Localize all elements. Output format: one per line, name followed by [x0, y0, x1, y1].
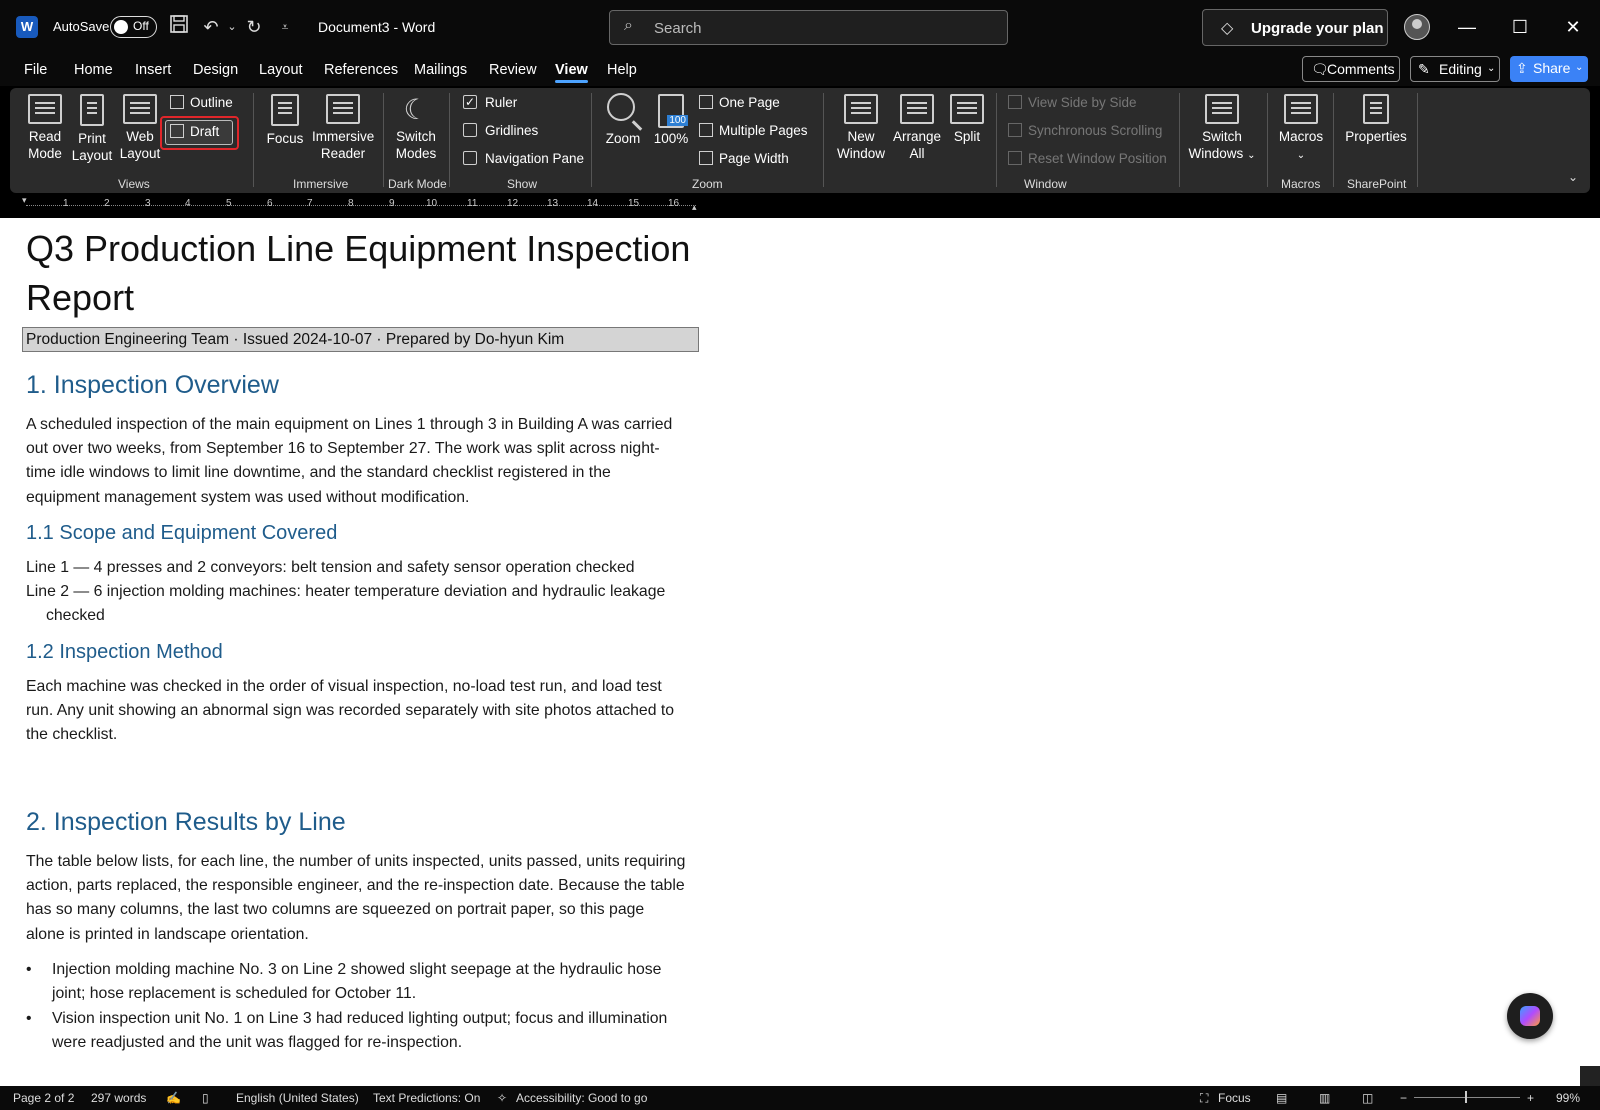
- focus-icon: [271, 94, 299, 126]
- ruler-number: 1: [63, 198, 69, 209]
- draft-label: Draft: [190, 124, 220, 139]
- immersive-group-label: Immersive: [293, 177, 349, 191]
- macros-label: Macros: [1278, 129, 1324, 144]
- focus-mode-label[interactable]: Focus: [1218, 1091, 1251, 1105]
- ruler-number: 14: [587, 198, 599, 209]
- sync-scroll-icon: [1008, 123, 1022, 137]
- book-icon[interactable]: ▯: [202, 1091, 209, 1105]
- scope-line-1: Line 1 — 4 presses and 2 conveyors: belt tension and safety sensor operation checked: [26, 559, 635, 576]
- separator: [1417, 93, 1418, 187]
- method-paragraph: Each machine was checked in the order of visual inspection, no-load test run, and load test run. Any unit showing an abnormal sign was recorded separately with site photos attached to the checklist.: [26, 678, 675, 744]
- arrange-all-label-1: Arrange: [892, 129, 942, 144]
- tab-view[interactable]: View: [555, 62, 588, 78]
- ruler-number: 3: [145, 198, 151, 209]
- editing-label: Editing: [1439, 61, 1482, 77]
- view-side-by-side-button[interactable]: [1008, 92, 1137, 114]
- list-item: • Vision inspection unit No. 1 on Line 3 had reduced lighting output; focus and illumination were readjusted and the unit was flagged for re-inspection.: [26, 1007, 686, 1055]
- separator: [253, 93, 254, 187]
- search-box[interactable]: [609, 10, 1008, 45]
- checkbox-unchecked: [463, 123, 477, 137]
- save-icon[interactable]: [167, 14, 191, 40]
- read-mode-label-1: Read: [28, 129, 62, 144]
- undo-icon[interactable]: ↶: [203, 17, 219, 37]
- checkbox-unchecked: [463, 151, 477, 165]
- language-status[interactable]: English (United States): [236, 1091, 359, 1105]
- ruler-checkbox[interactable]: [463, 93, 517, 113]
- chevron-down-icon: ⌄: [1487, 63, 1496, 74]
- gridlines-label: Gridlines: [485, 123, 539, 138]
- web-layout-icon[interactable]: ◫: [1362, 1091, 1374, 1105]
- new-window-label-2: Window: [836, 146, 885, 161]
- tab-help[interactable]: Help: [607, 62, 637, 78]
- multiple-pages-button[interactable]: [699, 120, 808, 142]
- ruler-number: 11: [467, 198, 478, 209]
- zoom-in-icon[interactable]: +: [1527, 1091, 1535, 1105]
- tab-file[interactable]: File: [24, 62, 48, 78]
- editing-mode-button[interactable]: [1410, 56, 1500, 82]
- properties-button[interactable]: [1345, 94, 1407, 145]
- autosave-label: AutoSave: [53, 19, 110, 34]
- print-layout-icon: [80, 94, 104, 126]
- word-count[interactable]: 297 words: [91, 1091, 147, 1105]
- properties-label: Properties: [1345, 129, 1407, 144]
- document-title-heading: Q3 Production Line Equipment Inspection Report: [26, 228, 691, 318]
- switch-windows-label-2: Windows: [1188, 146, 1244, 161]
- sharepoint-group-label: SharePoint: [1347, 177, 1407, 191]
- split-icon: [950, 94, 984, 124]
- status-bar: [0, 1086, 1600, 1110]
- reset-window-position-label: Reset Window Position: [1028, 151, 1167, 166]
- read-mode-icon[interactable]: ▤: [1276, 1091, 1288, 1105]
- proofing-icon[interactable]: ✍: [166, 1091, 181, 1105]
- page-width-icon: [699, 151, 713, 165]
- outline-button[interactable]: [170, 92, 233, 114]
- search-icon: ⌕: [624, 17, 633, 34]
- heading-scope: 1.1 Scope and Equipment Covered: [26, 522, 338, 544]
- comments-label: Comments: [1327, 61, 1395, 77]
- accessibility-status[interactable]: Accessibility: Good to go: [516, 1091, 648, 1105]
- separator: [1267, 93, 1268, 187]
- show-group-label: Show: [507, 177, 538, 191]
- immersive-reader-icon: [326, 94, 360, 124]
- zoom-icon: [607, 93, 635, 121]
- arrange-all-icon: [900, 94, 934, 124]
- moon-icon: ☾: [403, 94, 429, 125]
- ruler-number: 15: [628, 198, 640, 209]
- new-window-icon: [844, 94, 878, 124]
- zoom-slider[interactable]: [1414, 1097, 1520, 1098]
- immersive-reader-label-1: Immersive: [312, 129, 375, 144]
- arrange-all-label-2: All: [909, 146, 925, 161]
- diamond-icon: ◇: [1221, 20, 1234, 37]
- print-layout-button[interactable]: [70, 94, 114, 164]
- new-window-button[interactable]: [833, 94, 889, 162]
- page-width-button[interactable]: [699, 148, 789, 170]
- overview-paragraph: A scheduled inspection of the main equipment on Lines 1 through 3 in Building A was carried out over two weeks, from September 16 to September 27. The work was split across night-time idle windows to limit line downtime, and the standard checklist registered in the equipment management system was used without modification.: [26, 416, 673, 506]
- hundred-percent-icon: [658, 94, 684, 128]
- reset-window-icon: [1008, 151, 1022, 165]
- tab-design[interactable]: Design: [193, 62, 239, 78]
- scrollbar-corner: [1580, 1066, 1600, 1086]
- tab-mailings[interactable]: Mailings: [414, 62, 468, 78]
- chevron-down-icon: ⌄: [1575, 62, 1584, 73]
- word-app-icon: W: [16, 16, 38, 38]
- indent-marker-icon[interactable]: ▾: [22, 195, 27, 205]
- list-item: • Injection molding machine No. 3 on Line 2 showed slight seepage at the hydraulic hose joint; hose replacement is scheduled for October 11.: [26, 958, 686, 1006]
- ruler-number: 2: [104, 198, 110, 209]
- tab-references[interactable]: References: [324, 62, 399, 78]
- one-page-label: One Page: [719, 95, 780, 110]
- one-page-icon: [699, 95, 713, 109]
- web-layout-label-2: Layout: [119, 146, 161, 161]
- one-page-button[interactable]: [699, 92, 780, 114]
- redo-icon[interactable]: ↻: [246, 17, 262, 37]
- ruler-number: 7: [307, 198, 313, 209]
- separator: [449, 93, 450, 187]
- document-title: Document3 - Word: [318, 19, 436, 35]
- heading-inspection-overview: 1. Inspection Overview: [26, 371, 279, 399]
- print-layout-icon[interactable]: ▥: [1319, 1091, 1331, 1105]
- macros-group-label: Macros: [1281, 177, 1321, 191]
- read-mode-button[interactable]: [24, 94, 66, 162]
- chevron-down-icon: ⌄: [1296, 150, 1306, 161]
- tab-home[interactable]: Home: [74, 62, 113, 78]
- right-indent-marker-icon[interactable]: ▴: [692, 202, 697, 212]
- autosave-state: Off: [133, 19, 149, 33]
- immersive-reader-button[interactable]: [312, 94, 374, 162]
- text-predictions-status[interactable]: Text Predictions: On: [373, 1091, 481, 1105]
- window-group-label: Window: [1024, 177, 1067, 191]
- navigation-pane-label: Navigation Pane: [485, 151, 585, 166]
- accessibility-icon: ✧: [497, 1091, 508, 1105]
- maximize-icon[interactable]: ☐: [1511, 17, 1529, 37]
- navigation-pane-checkbox[interactable]: [463, 149, 584, 169]
- horizontal-ruler[interactable]: [0, 195, 1600, 217]
- synchronous-scrolling-button[interactable]: [1008, 120, 1162, 142]
- heading-results-by-line: 2. Inspection Results by Line: [26, 808, 346, 836]
- switch-modes-label-2: Modes: [395, 146, 437, 161]
- document-subtitle: Production Engineering Team · Issued 2024-10-07 · Prepared by Do-hyun Kim: [22, 327, 699, 352]
- zoom-slider-thumb[interactable]: [1465, 1091, 1467, 1103]
- toggle-knob: [114, 20, 128, 34]
- separator: [383, 93, 384, 187]
- side-by-side-icon: [1008, 95, 1022, 109]
- document-canvas[interactable]: [0, 218, 1600, 1088]
- switch-windows-button[interactable]: [1187, 94, 1257, 164]
- pencil-icon: ✎: [1418, 61, 1430, 77]
- web-layout-icon: [123, 94, 157, 124]
- outline-label: Outline: [190, 95, 233, 110]
- separator: [1179, 93, 1180, 187]
- user-avatar[interactable]: [1404, 14, 1430, 40]
- switch-windows-icon: [1205, 94, 1239, 124]
- outline-icon: [170, 95, 184, 109]
- view-side-by-side-label: View Side by Side: [1028, 95, 1137, 110]
- separator: [996, 93, 997, 187]
- properties-icon: [1363, 94, 1389, 124]
- tab-review[interactable]: Review: [489, 62, 537, 78]
- split-label: Split: [953, 129, 981, 144]
- macros-icon: [1284, 94, 1318, 124]
- multiple-pages-label: Multiple Pages: [719, 123, 808, 138]
- share-icon: ⇪: [1516, 60, 1528, 76]
- separator: [823, 93, 824, 187]
- zoom-button[interactable]: Zoom: [605, 131, 641, 146]
- synchronous-scrolling-label: Synchronous Scrolling: [1028, 123, 1163, 138]
- print-layout-label-1: Print: [78, 131, 106, 146]
- title-bar: [0, 0, 1600, 56]
- ruler-number: 8: [348, 198, 354, 209]
- ruler-number: 6: [267, 198, 273, 209]
- ruler-number: 9: [389, 198, 395, 209]
- hundred-percent-button[interactable]: 100%: [653, 131, 689, 146]
- share-button[interactable]: [1510, 56, 1588, 82]
- ruler-number: 4: [185, 198, 191, 209]
- upgrade-button[interactable]: [1202, 9, 1388, 46]
- heading-method: 1.2 Inspection Method: [26, 641, 223, 663]
- ruler-number: 13: [547, 198, 559, 209]
- reset-window-position-button[interactable]: [1008, 148, 1167, 170]
- web-layout-button[interactable]: [118, 94, 162, 162]
- customize-toolbar-icon[interactable]: ⩡: [281, 20, 289, 34]
- views-group-label: Views: [118, 177, 150, 191]
- search-placeholder: Search: [654, 20, 702, 37]
- ruler-number: 5: [226, 198, 232, 209]
- draft-highlight-box: [160, 116, 239, 150]
- ruler-label: Ruler: [485, 95, 518, 110]
- arrange-all-button[interactable]: [891, 94, 943, 162]
- gridlines-checkbox[interactable]: [463, 121, 538, 141]
- page-width-label: Page Width: [719, 151, 789, 166]
- macros-button[interactable]: [1277, 94, 1325, 164]
- immersive-reader-label-2: Reader: [320, 146, 366, 161]
- new-window-label-1: New: [847, 129, 875, 144]
- minimize-icon[interactable]: —: [1458, 17, 1476, 37]
- comments-button[interactable]: [1302, 56, 1400, 82]
- focus-button[interactable]: [264, 94, 306, 147]
- page-count[interactable]: Page 2 of 2: [13, 1091, 75, 1105]
- read-mode-label-2: Mode: [28, 146, 62, 161]
- focus-label: Focus: [266, 131, 304, 146]
- undo-dropdown-icon[interactable]: ⌄: [227, 21, 237, 33]
- zoom-out-icon[interactable]: −: [1400, 1091, 1408, 1105]
- dark-mode-group-label: Dark Mode: [388, 177, 447, 191]
- ruler-number: 12: [507, 198, 519, 209]
- results-paragraph: The table below lists, for each line, the number of units inspected, units passed, units requiring action, parts replaced, the responsible engineer, and the re-inspection date. Because the table has so many columns, the last two columns are squeezed on portrait paper, so this page alone is printed in landscape orientation.: [26, 853, 686, 943]
- read-mode-icon: [28, 94, 62, 124]
- autosave-toggle[interactable]: [110, 16, 157, 38]
- switch-windows-label-1: Switch: [1202, 129, 1242, 144]
- zoom-level[interactable]: 99%: [1556, 1091, 1581, 1105]
- scope-line-2: Line 2 — 6 injection molding machines: heater temperature deviation and hydraulic leakage checked: [26, 583, 666, 625]
- web-layout-label-1: Web: [126, 129, 154, 144]
- hundred-badge: 100: [669, 115, 686, 126]
- tab-layout[interactable]: Layout: [259, 62, 303, 78]
- ruler-number: 16: [668, 198, 680, 209]
- multiple-pages-icon: [699, 123, 713, 137]
- print-layout-label-2: Layout: [71, 148, 113, 163]
- share-label: Share: [1533, 60, 1571, 76]
- separator: [1333, 93, 1334, 187]
- separator: [591, 93, 592, 187]
- zoom-group-label: Zoom: [692, 177, 723, 191]
- collapse-ribbon-icon[interactable]: ⌄: [1568, 170, 1579, 184]
- switch-modes-label-1: Switch: [396, 129, 436, 144]
- switch-modes-button[interactable]: [393, 94, 439, 162]
- checkbox-checked: [463, 95, 477, 109]
- split-button[interactable]: [947, 94, 987, 145]
- ruler-number: 10: [426, 198, 438, 209]
- upgrade-label: Upgrade your plan: [1251, 20, 1384, 37]
- copilot-icon[interactable]: [1507, 993, 1553, 1039]
- comment-icon: 🗨: [1311, 61, 1329, 77]
- close-icon[interactable]: ✕: [1565, 17, 1581, 37]
- focus-mode-icon: ⛶: [1200, 1091, 1209, 1105]
- chevron-down-icon: ⌄: [1247, 150, 1256, 161]
- tab-insert[interactable]: Insert: [135, 62, 172, 78]
